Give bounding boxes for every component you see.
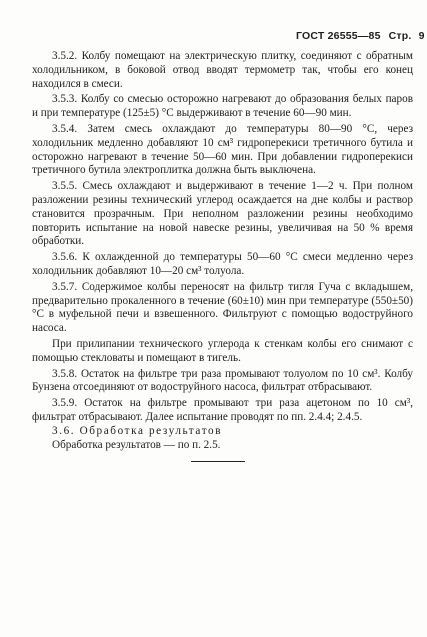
page-number: 9 [418, 30, 425, 42]
clause-3-5-2: 3.5.2. Колбу помещают на электрическую плитку, соединяют с обратным холодильником, в боковой отвод вводят термометр так, чтобы его конец находился в смеси. [32, 50, 413, 90]
clause-3-5-7: 3.5.7. Содержимое колбы переносят на фильтр тигля Гуча с вкладышем, предварительно прокаленного в течение (60±10) мин при температуре (550±50) °С в муфельной печи и взвешенного. Фильтруют с помощью водоструйного насоса. [32, 280, 413, 335]
section-heading-3-6: 3.6. Обработка результатов [52, 424, 223, 437]
clause-3-5-9: 3.5.9. Остаток на фильтре промывают три раза ацетоном по 10 см³, фильтрат отбрасывают. Далее испытание проводят по пп. 2.4.4; 2.4.5. [32, 397, 413, 423]
clause-3-5-4: 3.5.4. Затем смесь охлаждают до температуры 80—90 °С, через холодильник медленно добавляют 10 см³ гидроперекиси третичного бутила и осторожно нагревают в течение 50—60 мин. При добавлении гидроперекиси третичного бутила электроплитка должна быть выключена. [32, 122, 413, 177]
page-header [296, 30, 425, 42]
end-rule [191, 461, 245, 462]
standard-code: ГОСТ 26555—85 [296, 30, 381, 42]
clause-3-5-7-note: При прилипании технического углерода к стенкам колбы его снимают с помощью стекловаты и помещают в тигель. [32, 337, 413, 364]
section-3-6-text: Обработка результатов — по п. 2.5. [52, 438, 221, 451]
clause-3-5-8: 3.5.8. Остаток на фильтре три раза промывают толуолом по 10 см³. Колбу Бунзена отсоединяют от водоструйного насоса, фильтрат отбрасывают. [32, 367, 413, 394]
document-body [32, 50, 413, 452]
clause-3-5-5: 3.5.5. Смесь охлаждают и выдерживают в течение 1—2 ч. При полном разложении резины технический углерод осаждается на дне колбы и раствор становится прозрачным. При неполном разложении резины необходимо повторить испытание на новой навеске резины, увеличивая на 50 % время обработки. [32, 180, 413, 248]
page-label: Стр. [388, 30, 412, 42]
clause-3-5-6: 3.5.6. К охлажденной до температуры 50—60 °С смеси медленно через холодильник добавляют 10—20 см³ толуола. [32, 251, 413, 277]
clause-3-5-3: 3.5.3. Колбу со смесью осторожно нагревают до образования белых паров и при температуре (125±5) °С выдерживают в течение 60—90 мин. [32, 93, 413, 120]
